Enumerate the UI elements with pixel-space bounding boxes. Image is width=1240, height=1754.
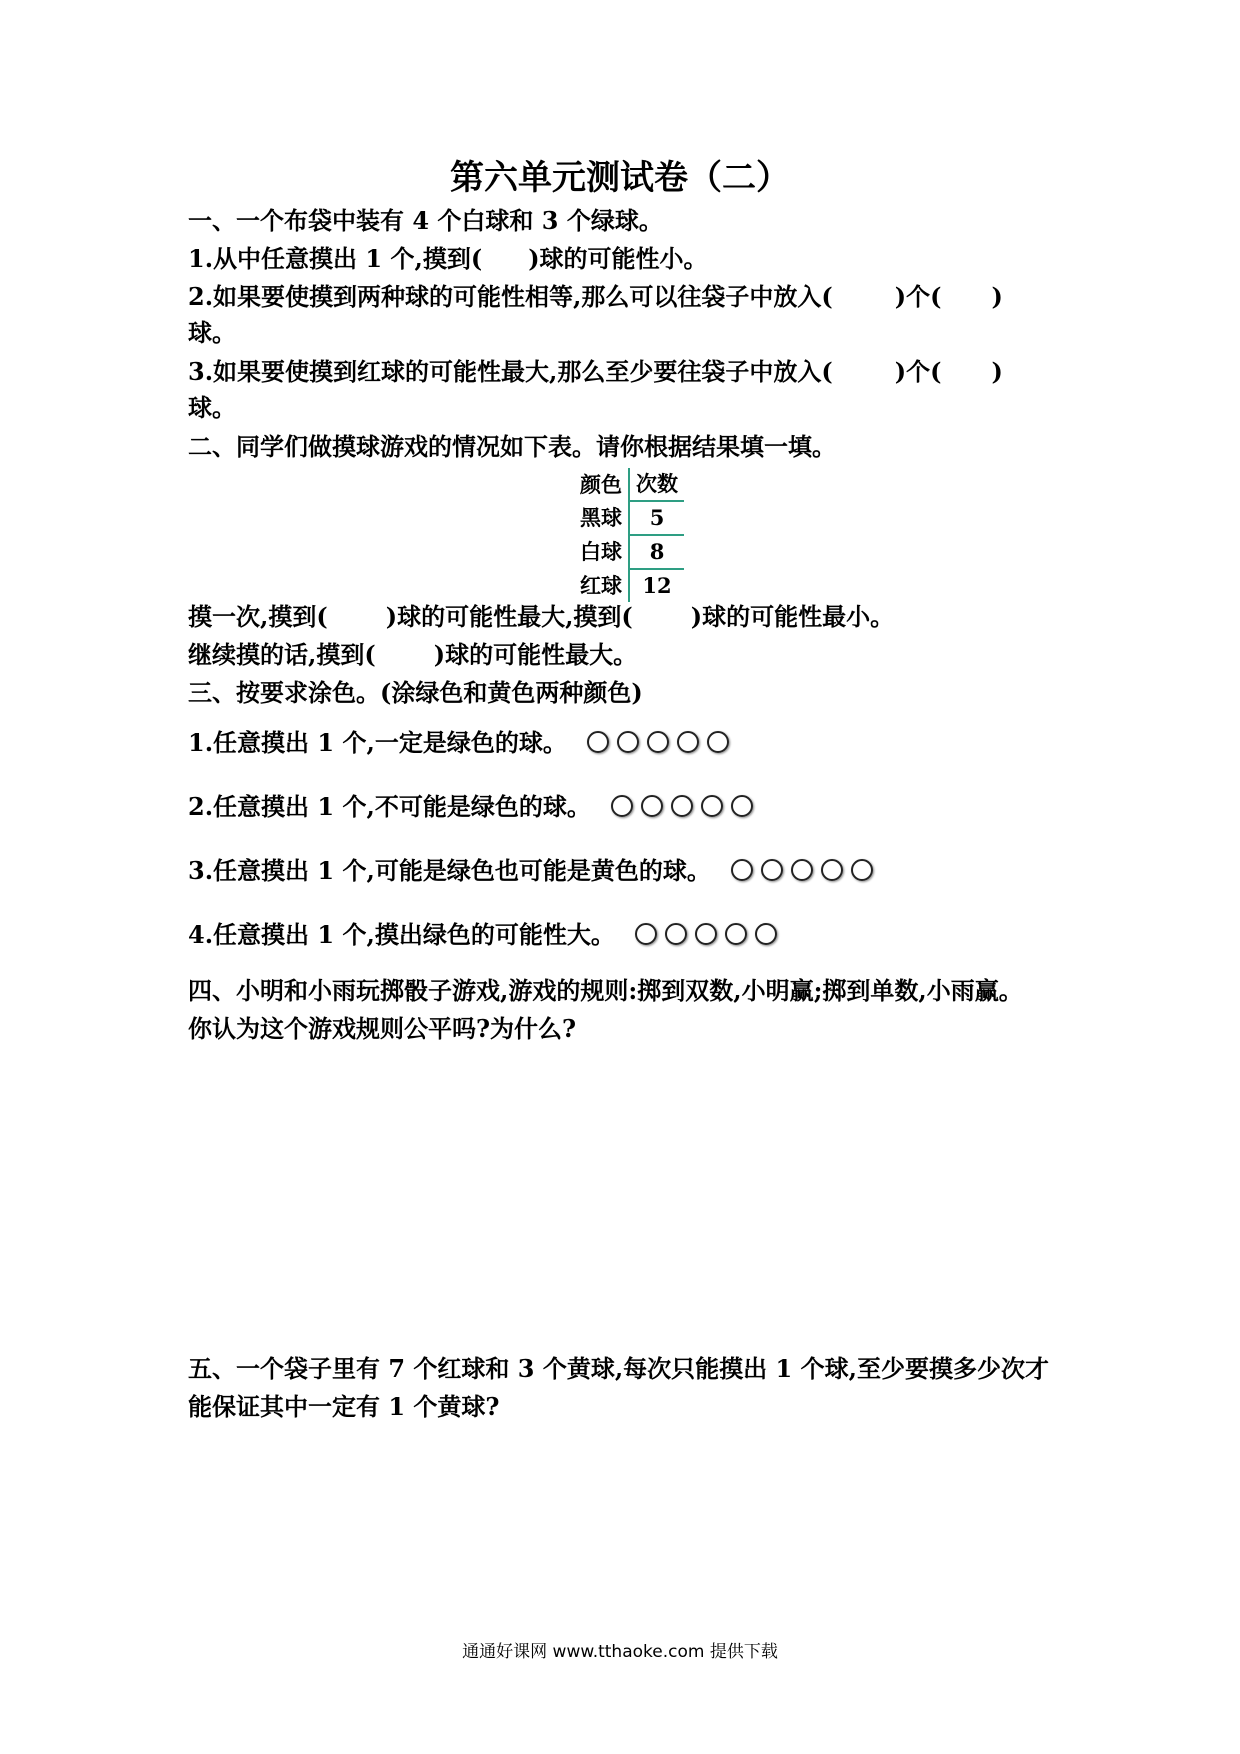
question-1-2-cont: 球。: [188, 318, 236, 347]
section-2-line-2: [188, 638, 1068, 672]
circle-to-color[interactable]: [761, 859, 783, 881]
question-text: )球的可能性最大。: [433, 640, 638, 669]
circle-to-color[interactable]: [731, 795, 753, 817]
question-1-1: [188, 242, 1068, 276]
section-3-heading: 三、按要求涂色。(涂绿色和黄色两种颜色): [188, 678, 643, 707]
coloring-item-4: [188, 918, 1068, 954]
table-cell-count: 12: [642, 573, 672, 598]
question-text: 继续摸的话,摸到(: [188, 640, 376, 669]
table-header-color: 颜色: [570, 468, 629, 501]
circle-to-color[interactable]: [665, 923, 687, 945]
question-text: 3.如果要使摸到红球的可能性最大,那么至少要往袋子中放入(: [188, 357, 833, 386]
table-header-count: 次数: [629, 468, 684, 501]
coloring-item-2: [188, 790, 1068, 826]
circle-to-color[interactable]: [791, 859, 813, 881]
circle-to-color[interactable]: [677, 731, 699, 753]
coloring-item-3: [188, 854, 1068, 890]
question-text: 1.从中任意摸出 1 个,摸到(: [188, 244, 483, 273]
table-cell-color: 黑球: [570, 501, 629, 535]
table-cell-count: 8: [629, 535, 684, 569]
circle-to-color[interactable]: [755, 923, 777, 945]
section-1-heading: 一、一个布袋中装有 4 个白球和 3 个绿球。: [188, 206, 663, 235]
question-text: )球的可能性最大,摸到(: [385, 602, 633, 631]
circle-group: [611, 792, 761, 826]
circle-to-color[interactable]: [821, 859, 843, 881]
circle-group: [587, 728, 737, 762]
question-text: ): [991, 357, 1003, 386]
table-row: [570, 569, 684, 602]
table-row: [570, 501, 684, 535]
circle-group: [635, 920, 785, 954]
question-1-2: [188, 280, 1068, 314]
question-text: 4.任意摸出 1 个,摸出绿色的可能性大。: [188, 920, 615, 949]
section-5-line-2: 能保证其中一定有 1 个黄球?: [188, 1392, 500, 1421]
circle-to-color[interactable]: [695, 923, 717, 945]
question-text: 3.任意摸出 1 个,可能是绿色也可能是黄色的球。: [188, 856, 711, 885]
question-text: 2.如果要使摸到两种球的可能性相等,那么可以往袋子中放入(: [188, 282, 833, 311]
circle-to-color[interactable]: [725, 923, 747, 945]
tally-table: [570, 468, 684, 602]
question-text: )球的可能性小。: [528, 244, 708, 273]
circle-to-color[interactable]: [731, 859, 753, 881]
table-cell-color: 红球: [570, 569, 629, 602]
circle-to-color[interactable]: [851, 859, 873, 881]
circle-to-color[interactable]: [617, 731, 639, 753]
question-1-3: [188, 355, 1068, 389]
circle-to-color[interactable]: [611, 795, 633, 817]
circle-to-color[interactable]: [635, 923, 657, 945]
table-row: [570, 468, 684, 501]
question-text: )个(: [894, 282, 942, 311]
circle-group: [731, 856, 881, 890]
question-text: 2.任意摸出 1 个,不可能是绿色的球。: [188, 792, 591, 821]
table-cell-color: 白球: [570, 535, 629, 569]
question-text: ): [991, 282, 1003, 311]
question-text: 1.任意摸出 1 个,一定是绿色的球。: [188, 728, 567, 757]
page-footer: 通通好课网 www.tthaoke.com 提供下载: [462, 1642, 778, 1662]
question-1-3-cont: 球。: [188, 393, 236, 422]
coloring-item-1: [188, 726, 1068, 762]
question-text: 摸一次,摸到(: [188, 602, 328, 631]
circle-to-color[interactable]: [707, 731, 729, 753]
table-row: [570, 535, 684, 569]
circle-to-color[interactable]: [671, 795, 693, 817]
question-text: )个(: [894, 357, 942, 386]
section-5-line-1: 五、一个袋子里有 7 个红球和 3 个黄球,每次只能摸出 1 个球,至少要摸多少次才: [188, 1354, 1049, 1383]
section-4-line-1: 四、小明和小雨玩掷骰子游戏,游戏的规则:掷到双数,小明赢;掷到单数,小雨赢。: [188, 976, 1023, 1005]
circle-to-color[interactable]: [701, 795, 723, 817]
table-cell-count: 5: [629, 501, 684, 535]
page-title: 第六单元测试卷（二）: [450, 158, 790, 198]
question-text: )球的可能性最小。: [690, 602, 895, 631]
section-2-line-1: [188, 600, 1068, 634]
section-2-heading: 二、同学们做摸球游戏的情况如下表。请你根据结果填一填。: [188, 432, 836, 461]
circle-to-color[interactable]: [587, 731, 609, 753]
circle-to-color[interactable]: [647, 731, 669, 753]
circle-to-color[interactable]: [641, 795, 663, 817]
section-4-line-2: 你认为这个游戏规则公平吗?为什么?: [188, 1014, 577, 1043]
